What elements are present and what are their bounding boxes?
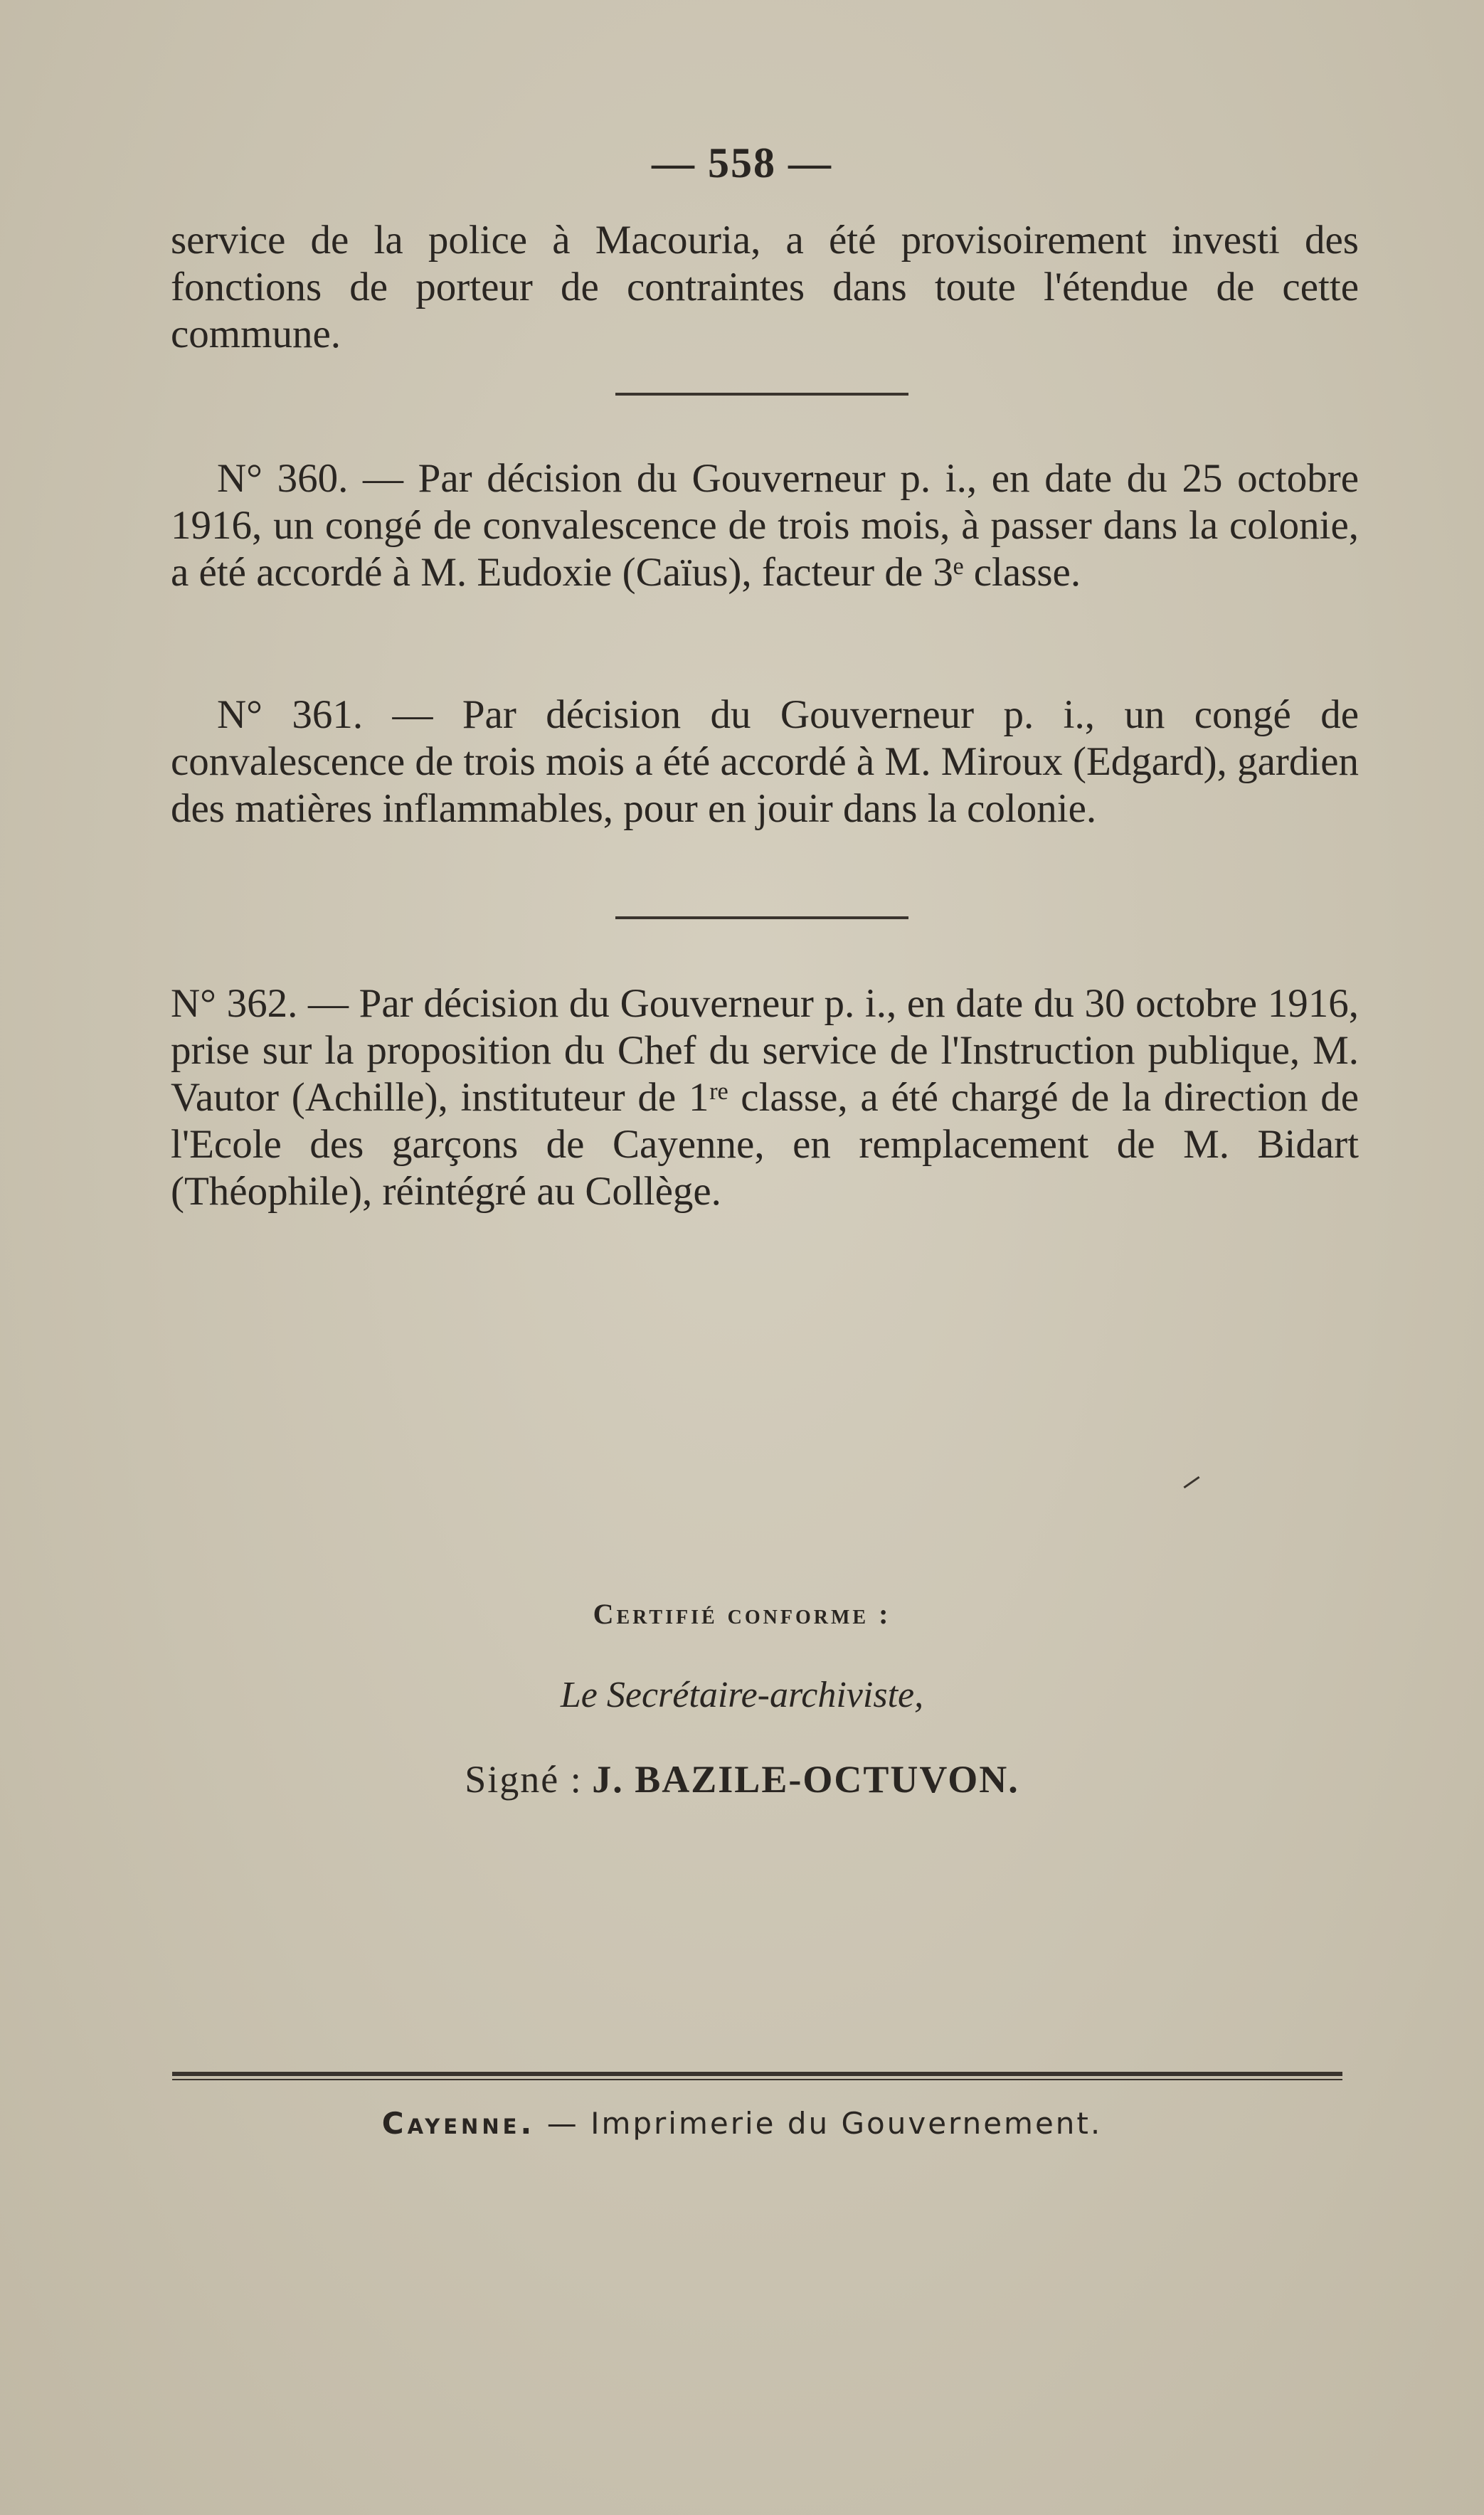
decision-number: N° 362. bbox=[171, 981, 298, 1026]
paragraph-text: service de la police à Macouria, a été provisoirement investi des fonctions de porteur de contraintes dans toute l'étendue de cette commune. bbox=[171, 218, 1359, 356]
paragraph-text: — Par décision du Gouverneur p. i., en date du 25 octobre 1916, un congé de convalescence de trois mois, à passer dans la colonie, a été accordé à M. Eudoxie (Caïus), facteur de 3ᵉ classe. bbox=[171, 456, 1359, 595]
imprint-place: Cayenne. bbox=[381, 2106, 536, 2141]
imprint-separator: — bbox=[546, 2106, 579, 2141]
printer-imprint bbox=[0, 2106, 1484, 2141]
decision-number: N° 360. bbox=[217, 456, 349, 501]
paragraph-no-360 bbox=[171, 455, 1359, 596]
imprint-printer: Imprimerie du Gouvernement. bbox=[590, 2106, 1103, 2141]
certification-heading: Certifié conforme : bbox=[593, 1598, 891, 1630]
footer-rule-thin bbox=[172, 2079, 1342, 2080]
paragraph-text: — Par décision du Gouverneur p. i., en date du 30 octobre 1916, prise sur la proposition du Chef du service de l'Instruction publique, M. Vautor (Achille), instituteur de 1ʳᵉ classe, a été chargé de la direction de l'Ecole des garçons de Cayenne, en remplacement de M. Bidart (Théophile), réintégré au Collège. bbox=[171, 981, 1360, 1214]
page-number: — 558 — bbox=[652, 139, 832, 186]
section-divider bbox=[615, 916, 908, 919]
paragraph-text: — Par décision du Gouverneur p. i., un congé de convalescence de trois mois a été accordé à M. Miroux (Edgard), gardien des matières inflammables, pour en jouir dans la colonie. bbox=[171, 692, 1359, 831]
decision-number: N° 361. bbox=[217, 692, 364, 737]
signed-label: Signé : bbox=[465, 1758, 583, 1801]
signature-line bbox=[0, 1757, 1484, 1801]
signed-name: J. BAZILE-OCTUVON. bbox=[592, 1758, 1019, 1801]
footer-rule-thick bbox=[172, 2072, 1342, 2076]
paragraph-no-362 bbox=[171, 980, 1359, 1215]
section-divider bbox=[615, 393, 908, 396]
paragraph-continuation bbox=[171, 217, 1359, 358]
signatory-title: Le Secrétaire-archiviste, bbox=[560, 1675, 924, 1715]
ink-mark bbox=[1183, 1476, 1199, 1488]
paragraph-no-361 bbox=[171, 692, 1359, 832]
